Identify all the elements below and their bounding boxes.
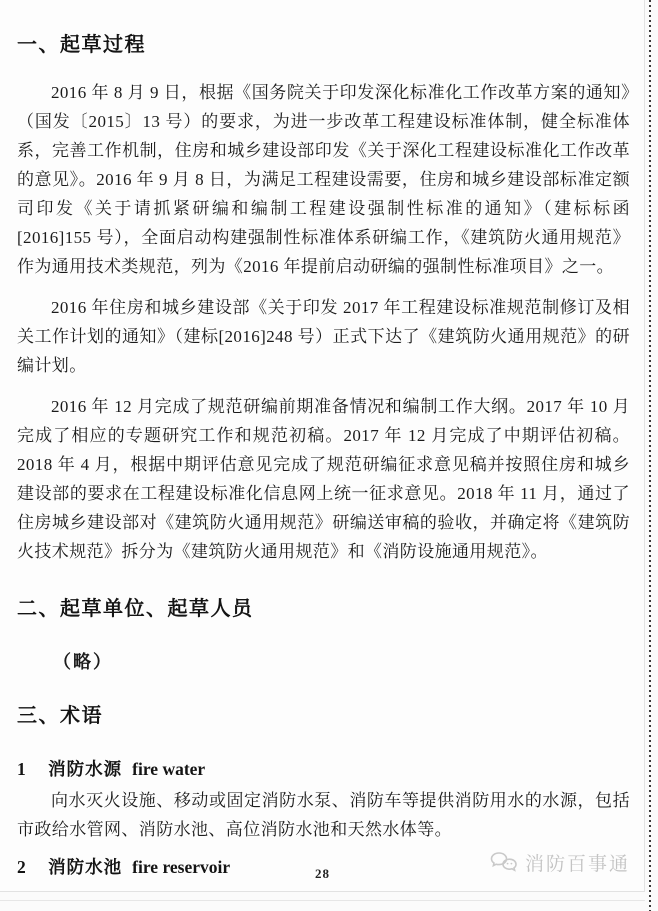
section-heading-terms: 三、术语 — [17, 705, 103, 727]
term-number: 2 — [17, 857, 27, 877]
term-zh-label: 消防水源 — [48, 759, 123, 779]
paragraph-3: 2016 年 12 月完成了规范研编前期准备情况和编制工作大纲。2017 年 10 月完成了相应的专题研究工作和规范初稿。2017 年 12 月完成了中期评估初稿。2018 年 4 月，根据中期评估意见完成了规范研编征求意见稿并按照住房和城乡建设部的要求在工程建设标准化信息网上统一征求意见。2018 年 11 月，通过了住房城乡建设部对《建筑防火通用规范》研编送审稿的验收，并确定将《建筑防火技术规范》拆分为《建筑防火通用规范》和《消防设施通用规范》。 — [17, 397, 630, 561]
watermark — [490, 849, 630, 876]
next-page-top-edge — [0, 900, 645, 901]
term-fire-water — [17, 755, 630, 784]
term-fire-water-definition: 向水灭火设施、移动或固定消防水泵、消防车等提供消防用水的水源，包括市政给水管网、消防水池、高位消防水池和天然水体等。 — [17, 791, 630, 839]
paragraph-2: 2016 年住房和城乡建设部《关于印发 2017 年工程建设标准规范制修订及相关工作计划的通知》（建标[2016]248 号）正式下达了《建筑防火通用规范》的研编计划。 — [17, 298, 630, 375]
section-heading-drafting-process: 一、起草过程 — [17, 34, 146, 56]
term-en-label: fire reservoir — [132, 857, 231, 877]
term-number: 1 — [17, 759, 27, 779]
chat-bubbles-icon — [490, 851, 520, 875]
term-zh-label: 消防水池 — [48, 857, 123, 877]
section-heading-drafting-units: 二、起草单位、起草人员 — [17, 598, 254, 620]
page-number: 28 — [315, 866, 330, 881]
term-en-label: fire water — [132, 759, 206, 779]
paragraph-1: 2016 年 8 月 9 日，根据《国务院关于印发深化标准化工作改革方案的通知》（国发〔2015〕13 号）的要求，为进一步改革工程建设标准体制，健全标准体系，完善工作机制，住房和城乡建设部印发《关于深化工程建设标准化工作改革的意见》。2016 年 9 月 8 日，为满足工程建设需要，住房和城乡建设部标准定额司印发《关于请抓紧研编和编制工程建设强制性标准的通知》（建标标函[2016]155 号），全面启动构建强制性标准体系研编工作，《建筑防火通用规范》作为通用技术类规范，列为《2016 年提前启动研编的强制性标准项目》之一。 — [17, 83, 630, 276]
page-bottom-edge — [0, 891, 645, 892]
omitted-note: （略） — [53, 652, 113, 672]
page-perforation-edge — [649, 0, 651, 911]
watermark-text: 消防百事通 — [524, 854, 630, 875]
